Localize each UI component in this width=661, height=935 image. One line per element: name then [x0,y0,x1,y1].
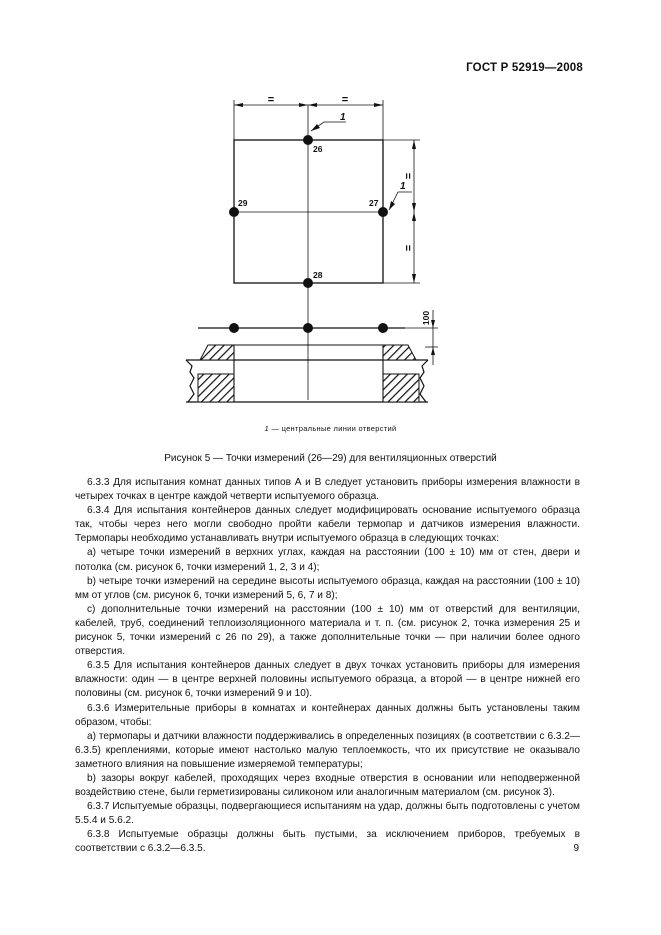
figure-5-diagram [0,0,661,420]
callout-right-label: 1 [400,181,406,192]
plane-point-center [303,323,313,333]
measurement-point-27 [378,207,388,217]
measurement-point-28 [303,278,313,288]
equal-mark-top-left: = [267,94,275,106]
point-label-26: 26 [313,144,323,154]
dimension-100-label: 100 [421,310,431,326]
measurement-point-26 [303,135,313,145]
point-label-28: 28 [313,270,323,280]
vent-opening-outline [234,140,383,283]
point-label-27: 27 [369,198,379,208]
legend-number: 1 [264,424,269,433]
wall-hatched-right [383,374,419,402]
wall-break-left [186,360,194,402]
paragraph-6-3-4-a: а) четыре точки измерений в верхних углах, каждая на расстоянии (100 ± 10) мм от стен, двери и потолка (см. рисунок 6, точки измерений 1, 2, 3 и 4); [75,547,580,573]
paragraph-6-3-6: 6.3.6 Измерительные приборы в комнатах и контейнерах данных должны быть установлены таким образом, чтобы: [75,702,580,728]
figure-caption: Рисунок 5 — Точки измерений (26—29) для вентиляционных отверстий [164,453,497,464]
page-number: 9 [573,843,579,854]
plane-point-left [229,323,239,333]
callout-right-leader [389,192,412,210]
measurement-point-29 [229,207,239,217]
equal-mark-right-upper: = [403,172,415,180]
point-label-29: 29 [238,198,248,208]
legend-text: — центральные линии отверстий [269,424,397,433]
callout-top-label: 1 [340,112,346,123]
paragraph-6-3-8: 6.3.8 Испытуемые образцы должны быть пустыми, за исключением приборов, требуемых в соответствии с 6.3.2—6.3.5. [75,829,580,855]
paragraph-6-3-6-b: b) зазоры вокруг кабелей, проходящих через входные отверстия в основании или неподверженной воздействию стене, были герметизированы силиконом или аналогичным материалом (см. рисунок 3). [75,772,580,799]
equal-mark-top-right: = [341,94,349,106]
paragraph-6-3-5: 6.3.5 Для испытания контейнеров данных следует в двух точках установить приборы для измерения влажности: один — в центре верхней половины испытуемого образца, а второй — в центре нижней его половины (см. рисунок 6, точки измерений 9 и 10). [75,660,580,700]
equal-mark-right-lower: = [403,244,415,252]
paragraph-6-3-4: 6.3.4 Для испытания контейнеров данных следует модифицировать основание испытуемого образца так, чтобы через него могли свободно пройти кабели термопар и датчиков измерения влажности. Термопары необходимо устанавливать внутри испытуемого образца в следующих точках: [75,505,580,545]
wall-hatched-left [198,374,234,402]
paragraph-6-3-4-b: b) четыре точки измерений на середине высоты испытуемого образца, каждая на расстоянии (100 ± 10) мм от углов (см. рисунок 6, точки измерений 5, 6, 7 и 8); [75,575,580,601]
paragraph-6-3-6-a: а) термопары и датчики влажности поддерживались в определенных позициях (в соответствии с 6.3.2—6.3.5) креплениями, которые имеют настолько малую теплоемкость, что их присутствие не оказывало заметного влияния на повышение измеряемой температуры; [75,730,580,770]
paragraph-6-3-4-c: c) дополнительные точки измерений на расстоянии (100 ± 10) мм от отверстий для вентиляции, кабелей, труб, соединений теплоизоляционного материала и т. п. (см. рисунок 2, точка измерения 25 и рисунок 5, точки измерений с 26 по 29), а также дополнительные точки — при наличии более одного отверстия. [75,603,580,658]
paragraph-6-3-3: 6.3.3 Для испытания комнат данных типов А и В следует установить приборы измерения влажности в четырех точках в центре каждой четверти испытуемого образца. [75,477,580,503]
flange-right [383,345,416,360]
plane-point-right [378,323,388,333]
document-code: ГОСТ Р 52919—2008 [466,62,583,74]
flange-left [200,345,234,360]
figure-legend [0,424,661,433]
wall-break-right [420,360,428,402]
paragraph-6-3-7: 6.3.7 Испытуемые образцы, подвергающиеся испытаниям на удар, должны быть подготовлены с учетом 5.5.4 и 5.6.2. [75,801,580,827]
body-text [75,476,580,857]
